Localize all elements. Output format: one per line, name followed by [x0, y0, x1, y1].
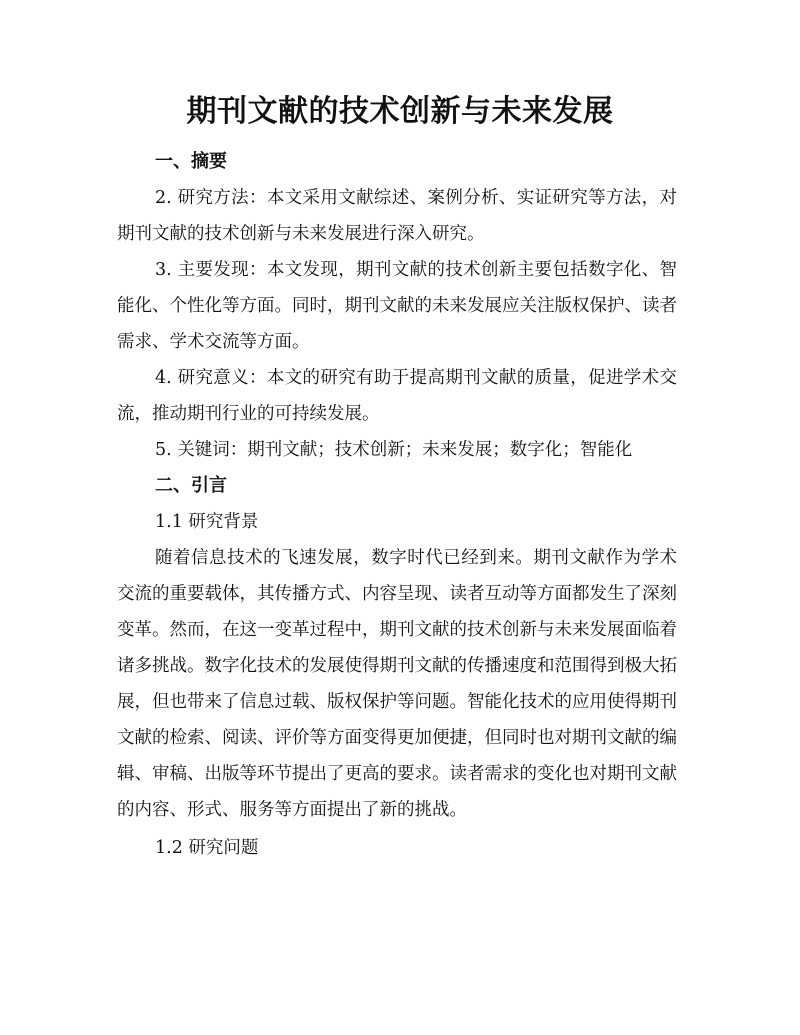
subsection-heading-background: 1.1 研究背景 [155, 512, 259, 532]
section-heading-introduction: 二、引言 [155, 475, 227, 496]
section-heading-abstract: 一、摘要 [155, 151, 227, 172]
paragraph-main-findings: 3. 主要发现：本文发现，期刊文献的技术创新主要包括数字化、智能化、个性化等方面。同时，期刊文献的未来发展应关注版权保护、读者需求、学术交流等方面。 [117, 260, 677, 352]
paragraph-background: 随着信息技术的飞速发展，数字时代已经到来。期刊文献作为学术交流的重要载体，其传播方式、内容呈现、读者互动等方面都发生了深刻变革。然而，在这一变革过程中，期刊文献的技术创新与未来发展面临着诸多挑战。数字化技术的发展使得期刊文献的传播速度和范围得到极大拓展，但也带来了信息过载、版权保护等问题。智能化技术的应用使得期刊文献的检索、阅读、评价等方面变得更加便捷，但同时也对期刊文献的编辑、审稿、出版等环节提出了更高的要求。读者需求的变化也对期刊文献的内容、形式、服务等方面提出了新的挑战。 [117, 548, 677, 820]
paragraph-keywords: 5. 关键词：期刊文献；技术创新；未来发展；数字化；智能化 [155, 440, 633, 460]
paragraph-research-method: 2. 研究方法：本文采用文献综述、案例分析、实证研究等方法，对期刊文献的技术创新与未来发展进行深入研究。 [117, 188, 677, 244]
document-title: 期刊文献的技术创新与未来发展 [186, 94, 614, 129]
subsection-heading-research-questions: 1.2 研究问题 [155, 838, 259, 858]
paragraph-research-significance: 4. 研究意义：本文的研究有助于提高期刊文献的质量，促进学术交流，推动期刊行业的可持续发展。 [117, 368, 677, 424]
document-body [117, 144, 677, 866]
